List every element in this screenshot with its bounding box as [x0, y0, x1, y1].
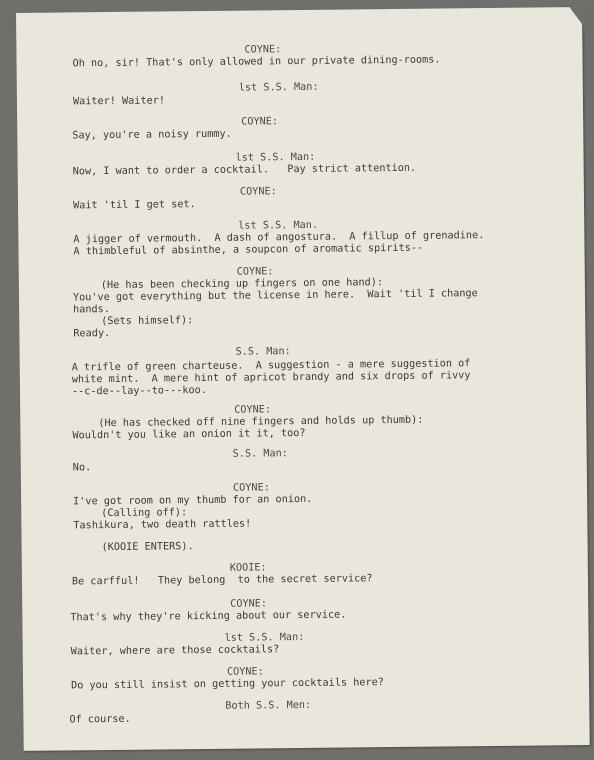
speaker-label: COYNE: — [239, 186, 277, 198]
speaker-label: COYNE: — [232, 482, 270, 494]
stage-direction: (He has been checking up fingers on one hand): — [100, 277, 384, 292]
speaker-label: lst S.S. Man: — [238, 81, 319, 94]
dialogue-line: Tashikura, two death rattles! — [73, 518, 252, 532]
dialogue-line: Now, I want to order a cocktail. Pay strict attention. — [72, 162, 417, 178]
dialogue-line: Do you still insist on getting your cocktails here? — [71, 677, 384, 692]
stage-direction: (Sets himself): — [101, 315, 194, 328]
speaker-label: COYNE: — [230, 598, 268, 610]
speaker-label: COYNE: — [234, 404, 272, 416]
stage-direction: (He has checked off nine fingers and holds up thumb): — [98, 414, 424, 430]
dialogue-line: A thimbleful of absinthe, a soupcon of aromatic spirits-- — [73, 242, 424, 258]
dialogue-line: Ready. — [73, 327, 111, 340]
stage-direction: (KOOIE ENTERS). — [101, 541, 194, 554]
typescript-page — [16, 7, 590, 751]
dialogue-line: You've got everything but the license in here. Wait 'til I change — [72, 288, 478, 304]
dialogue-line: Wait 'til I get set. — [72, 199, 196, 212]
stage-direction: (Calling off): — [101, 507, 188, 520]
dialogue-line: A jigger of vermouth. A dash of angostura. A fillup of grenadine. — [73, 230, 485, 246]
dialogue-line: white mint. A mere hint of apricot brandy and six drops of rivvy — [71, 370, 471, 386]
dialogue-line: I've got room on my thumb for an onion. — [73, 493, 313, 508]
speaker-label: COYNE: — [241, 116, 279, 128]
speaker-label: lst S.S. Man: — [224, 631, 305, 644]
dialogue-line: Say, you're a noisy rummy. — [72, 128, 232, 142]
speaker-label: lst S.S. Man: — [235, 151, 316, 164]
dialogue-line: Waiter! Waiter! — [72, 95, 166, 108]
speaker-label: S.S. Man: — [235, 346, 291, 358]
dialogue-line: Of course. — [69, 713, 131, 726]
speaker-label: Both S.S. Men: — [225, 699, 312, 712]
dialogue-line: Waiter, where are those cocktails? — [70, 644, 280, 658]
speaker-label: S.S. Man: — [232, 448, 288, 460]
speaker-label: COYNE: — [226, 666, 264, 678]
speaker-label: COYNE: — [236, 266, 274, 278]
dialogue-line: No. — [72, 462, 92, 474]
dialogue-line: A trifle of green charteuse. A suggestion - a mere suggestion of — [71, 358, 471, 374]
dialogue-line: Oh no, sir! That's only allowed in our private dining-rooms. — [72, 54, 441, 70]
dialogue-line: --c-de--lay--to---koo. — [71, 384, 207, 398]
dialogue-line: hands. — [73, 303, 110, 316]
speaker-label: lst S.S. Man. — [238, 219, 319, 232]
dialogue-line: That's why they're kicking about our service. — [70, 609, 347, 624]
speaker-label: COYNE: — [244, 44, 282, 56]
dialogue-line: Wouldn't you like an onion it it, too? — [72, 427, 306, 442]
dialogue-line: Be carfful! They belong to the secret service? — [71, 573, 373, 588]
speaker-label: KOOIE: — [229, 562, 267, 574]
